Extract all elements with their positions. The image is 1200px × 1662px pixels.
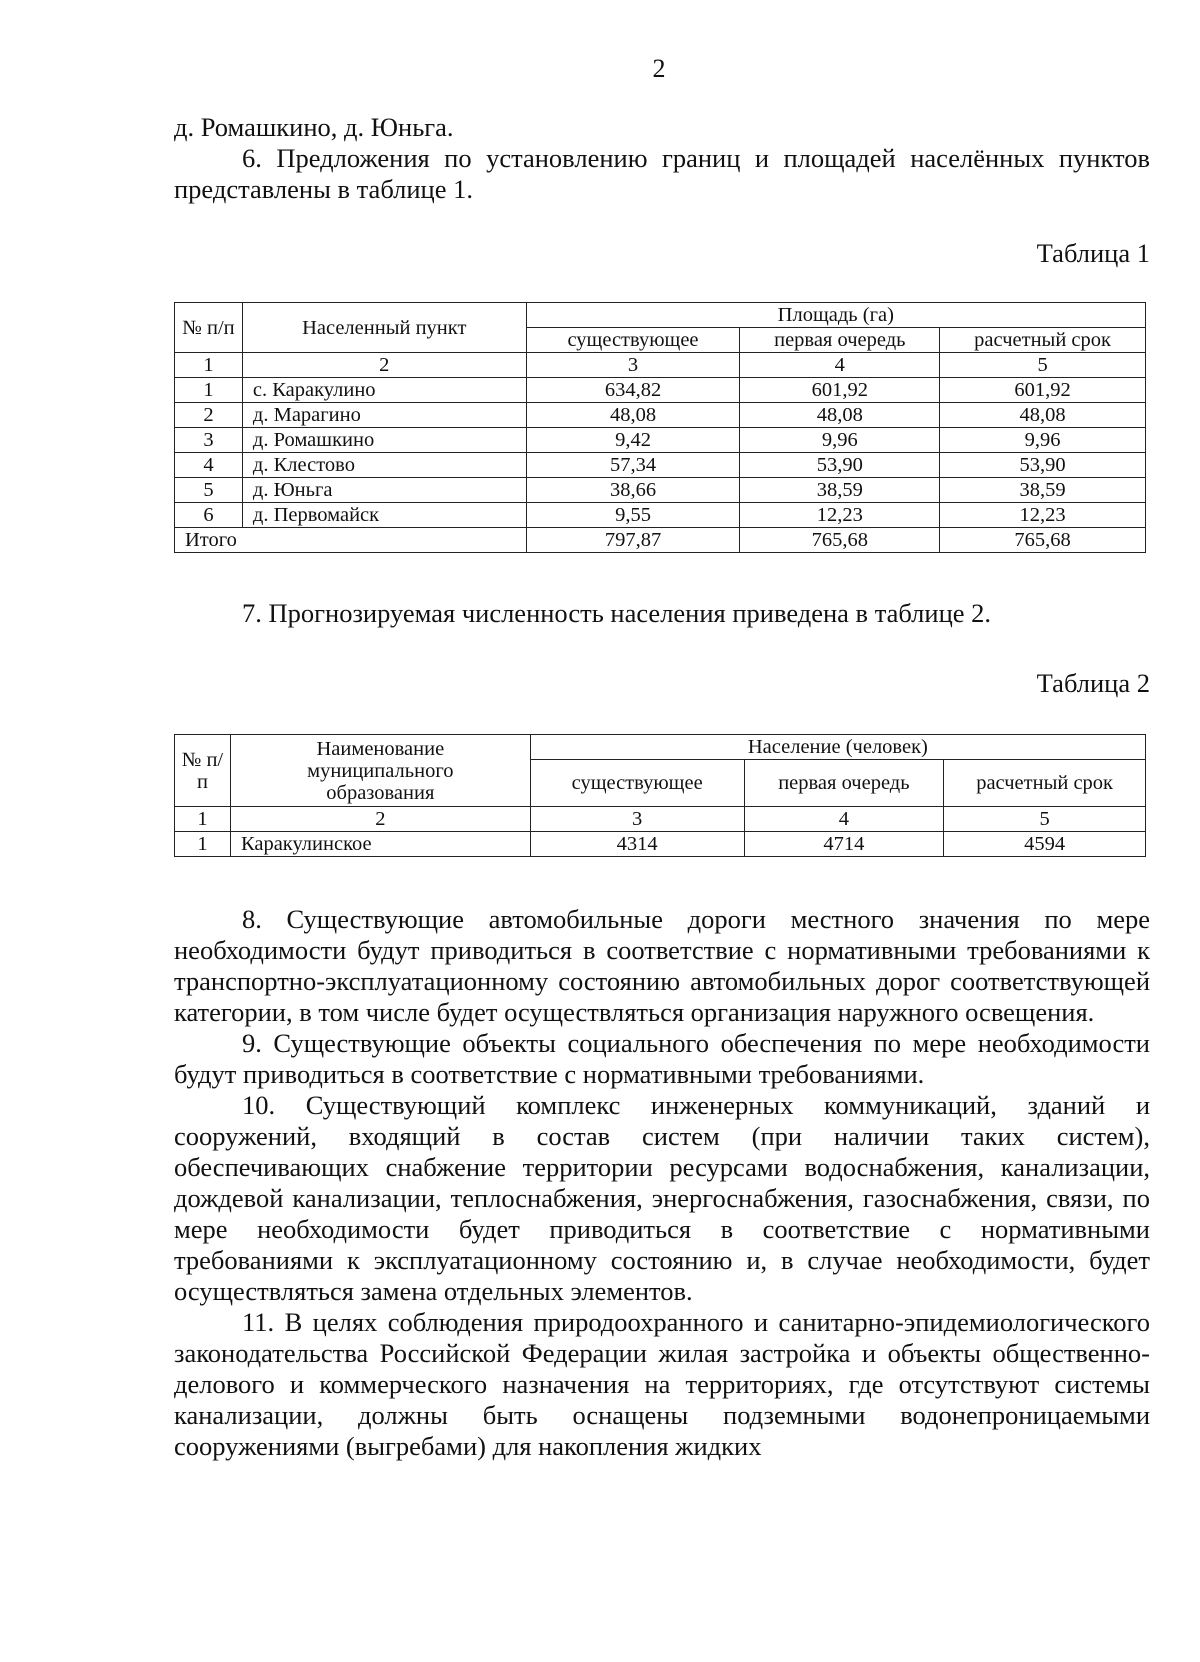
table1-header-existing: существующее — [526, 328, 740, 353]
colnum-cell: 2 — [230, 807, 530, 832]
row-first: 601,92 — [740, 378, 940, 403]
row-first: 9,96 — [740, 428, 940, 453]
table2-header-existing: существующее — [530, 760, 744, 807]
total-first: 765,68 — [740, 528, 940, 553]
row-first: 12,23 — [740, 503, 940, 528]
row-existing: 634,82 — [526, 378, 740, 403]
row-num: 1 — [175, 832, 231, 857]
row-name: с. Каракулино — [242, 378, 526, 403]
row-num: 2 — [175, 403, 243, 428]
total-label: Итого — [175, 528, 527, 553]
row-name: д. Клестово — [242, 453, 526, 478]
total-existing: 797,87 — [526, 528, 740, 553]
row-num: 3 — [175, 428, 243, 453]
row-name: Каракулинское — [230, 832, 530, 857]
row-existing: 4314 — [530, 832, 744, 857]
row-num: 5 — [175, 478, 243, 503]
table-row — [175, 428, 1146, 453]
table1-header-name: Населенный пункт — [242, 303, 526, 353]
row-estimated: 48,08 — [940, 403, 1146, 428]
colnum-cell: 1 — [175, 353, 243, 378]
row-name: д. Первомайск — [242, 503, 526, 528]
intro-section — [174, 112, 1150, 205]
table2-header-group: Население (человек) — [530, 735, 1145, 760]
table-2 — [174, 734, 1146, 857]
body-section — [174, 904, 1150, 1462]
intro-line: д. Ромашкино, д. Юньга. — [174, 112, 454, 142]
total-estimated: 765,68 — [940, 528, 1146, 553]
colnum-cell: 3 — [526, 353, 740, 378]
page-number: 2 — [652, 54, 666, 83]
row-estimated: 38,59 — [940, 478, 1146, 503]
table2-caption: Таблица 2 — [1036, 668, 1150, 698]
row-existing: 9,42 — [526, 428, 740, 453]
table1-header-row — [175, 303, 1146, 328]
row-name: д. Юньга — [242, 478, 526, 503]
table1-header-estimated: расчетный срок — [940, 328, 1146, 353]
table2-header-first: первая очередь — [744, 760, 944, 807]
table2-colnum-row — [175, 807, 1146, 832]
table-row — [175, 503, 1146, 528]
row-estimated: 53,90 — [940, 453, 1146, 478]
table2-header-row — [175, 735, 1146, 760]
row-num: 4 — [175, 453, 243, 478]
table-row — [175, 403, 1146, 428]
row-estimated: 601,92 — [940, 378, 1146, 403]
table1-total-row — [175, 528, 1146, 553]
colnum-cell: 5 — [940, 353, 1146, 378]
row-name: д. Марагино — [242, 403, 526, 428]
row-num: 1 — [175, 378, 243, 403]
row-first: 53,90 — [740, 453, 940, 478]
colnum-cell: 2 — [242, 353, 526, 378]
row-existing: 9,55 — [526, 503, 740, 528]
table-1 — [174, 302, 1146, 553]
paragraph-7: 7. Прогнозируемая численность населения приведена в таблице 2. — [242, 598, 992, 628]
paragraph-8: 8. Существующие автомобильные дороги местного значения по мере необходимости будут приводиться в соответствие с нормативными требованиями к транспортно-эксплуатационному состоянию автомобильных дорог соответствующей категории, в том числе будет осуществляться организация наружного освещения. — [174, 904, 1150, 1027]
table-row — [175, 453, 1146, 478]
para7-section — [174, 598, 1150, 629]
table1-caption: Таблица 1 — [1036, 238, 1150, 268]
table2-header-name: Наименование муниципального образования — [230, 735, 530, 807]
paragraph-6: 6. Предложения по установлению границ и площадей населённых пунктов представлены в таблице 1. — [174, 143, 1150, 204]
row-estimated: 12,23 — [940, 503, 1146, 528]
table2-header-estimated: расчетный срок — [944, 760, 1146, 807]
table-row — [175, 832, 1146, 857]
colnum-cell: 5 — [944, 807, 1146, 832]
colnum-cell: 4 — [744, 807, 944, 832]
table1-header-group: Площадь (га) — [526, 303, 1145, 328]
table-row — [175, 478, 1146, 503]
row-name: д. Ромашкино — [242, 428, 526, 453]
colnum-cell: 1 — [175, 807, 231, 832]
row-first: 38,59 — [740, 478, 940, 503]
table1-colnum-row — [175, 353, 1146, 378]
row-num: 6 — [175, 503, 243, 528]
colnum-cell: 4 — [740, 353, 940, 378]
row-existing: 57,34 — [526, 453, 740, 478]
paragraph-9: 9. Существующие объекты социального обеспечения по мере необходимости будут приводиться в соответствие с нормативными требованиями. — [174, 1028, 1150, 1089]
row-existing: 48,08 — [526, 403, 740, 428]
row-first: 4714 — [744, 832, 944, 857]
table-row — [175, 378, 1146, 403]
row-estimated: 9,96 — [940, 428, 1146, 453]
paragraph-10: 10. Существующий комплекс инженерных коммуникаций, зданий и сооружений, входящий в состав систем (при наличии таких систем), обеспечивающих снабжение территории ресурсами водоснабжения, канализации, дождевой канализации, теплоснабжения, энергоснабжения, газоснабжения, связи, по мере необходимости будет приводиться в соответствие с нормативными требованиями к эксплуатационному состоянию и, в случае необходимости, будет осуществляться замена отдельных элементов. — [174, 1090, 1150, 1306]
colnum-cell: 3 — [530, 807, 744, 832]
paragraph-11: 11. В целях соблюдения природоохранного и санитарно-эпидемиологического законодательства Российской Федерации жилая застройка и объекты общественно-делового и коммерческого назначения на территориях, где отсутствуют системы канализации, должны быть оснащены подземными водонепроницаемыми сооружениями (выгребами) для накопления жидких — [174, 1307, 1150, 1461]
table1-header-num: № п/п — [175, 303, 243, 353]
row-estimated: 4594 — [944, 832, 1146, 857]
table2-header-num: № п/п — [175, 735, 231, 807]
table1-header-first: первая очередь — [740, 328, 940, 353]
row-first: 48,08 — [740, 403, 940, 428]
row-existing: 38,66 — [526, 478, 740, 503]
